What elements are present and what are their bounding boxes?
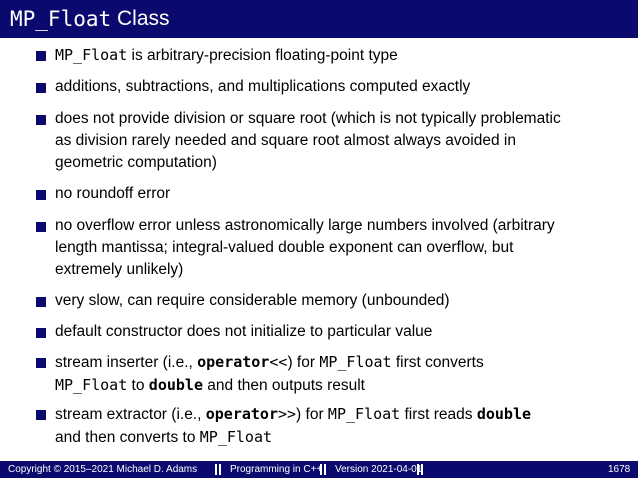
- bullet-marker: [36, 297, 46, 307]
- bullet-text: [55, 108, 625, 174]
- bullet-marker: [36, 83, 46, 93]
- slide-title-code: MP_Float: [10, 7, 112, 31]
- text-run: ) for: [287, 354, 320, 371]
- slide-title: [0, 0, 638, 38]
- bullet-line: length mantissa; integral-valued double exponent can overflow, but: [55, 239, 514, 256]
- text-run: first converts: [391, 354, 484, 371]
- bullet-marker: [36, 222, 46, 232]
- bullet-text: [55, 403, 625, 449]
- footer-version: Version 2021-04-01: [335, 464, 423, 475]
- code-shift-left: <<: [269, 353, 288, 371]
- code-operator: operator: [197, 353, 270, 371]
- code-mpfloat: MP_Float: [55, 376, 128, 394]
- bullet-text: [55, 351, 625, 397]
- footer-separator: [417, 464, 423, 475]
- bullet-marker: [36, 51, 46, 61]
- code-shift-right: >>: [277, 405, 297, 423]
- bullet-marker: [36, 115, 46, 125]
- code-mpfloat: MP_Float: [199, 428, 273, 446]
- text-run: ) for: [296, 406, 328, 423]
- text-run: stream extractor (i.e.,: [55, 406, 206, 423]
- code-mpfloat: MP_Float: [327, 405, 401, 423]
- text-run: and then converts to: [55, 429, 200, 446]
- bullet-text: [55, 44, 625, 67]
- bullet-line: extremely unlikely): [55, 261, 184, 278]
- footer-copyright: Copyright © 2015–2021 Michael D. Adams: [8, 464, 198, 475]
- text-run: first reads: [400, 406, 477, 423]
- bullet-line: [55, 374, 625, 397]
- footer-separator: [320, 464, 326, 475]
- slide-title-text: Class: [111, 7, 170, 30]
- bullet-marker: [36, 358, 46, 368]
- footer-course: Programming in C++: [230, 464, 323, 475]
- code-double: double: [148, 376, 203, 394]
- text-run: and then outputs result: [202, 377, 365, 394]
- bullet-line: does not provide division or square root (which is not typically problematic: [55, 110, 561, 127]
- code-operator: operator: [205, 405, 278, 423]
- footer-page-number: 1678: [608, 464, 631, 475]
- bullet-line: no overflow error unless astronomically large numbers involved (arbitrary: [55, 217, 555, 234]
- footer-separator: [215, 464, 221, 475]
- bullet-text-part: is arbitrary-precision floating-point type: [127, 47, 398, 64]
- bullet-text: [55, 215, 625, 281]
- bullet-line: [55, 351, 625, 374]
- text-run: to: [127, 377, 149, 394]
- bullet-text: very slow, can require considerable memory (unbounded): [55, 292, 450, 309]
- bullet-line: as division rarely needed and square root almost always avoided in: [55, 132, 516, 149]
- code-double: double: [476, 405, 532, 423]
- bullet-line: geometric computation): [55, 154, 217, 171]
- bullet-text: additions, subtractions, and multiplications computed exactly: [55, 78, 471, 95]
- text-run: stream inserter (i.e.,: [55, 354, 198, 371]
- code-mpfloat: MP_Float: [55, 46, 128, 64]
- footer-bar: [0, 461, 638, 478]
- bullet-marker: [36, 328, 46, 338]
- code-mpfloat: MP_Float: [319, 353, 392, 371]
- bullet-line: [55, 403, 625, 426]
- bullet-marker: [36, 190, 46, 200]
- bullet-text: default constructor does not initialize to particular value: [55, 323, 433, 340]
- bullet-text: no roundoff error: [55, 185, 171, 202]
- bullet-marker: [36, 410, 46, 420]
- bullet-line: [55, 426, 625, 449]
